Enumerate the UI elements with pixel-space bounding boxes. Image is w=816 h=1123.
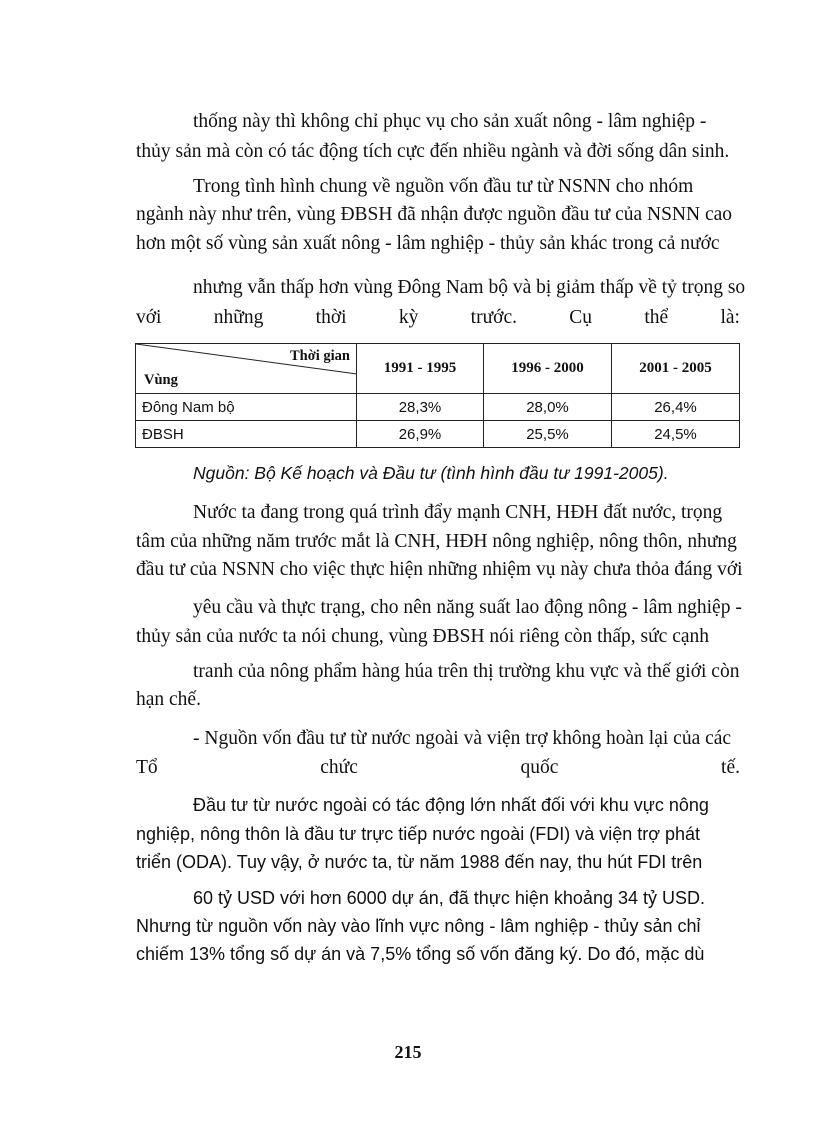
period-header: 1991 - 1995 (357, 344, 484, 394)
text-line: 60 tỷ USD với hơn 6000 dự án, đã thực hiện khoảng 34 tỷ USD. (193, 888, 705, 908)
text-line: tâm của những năm trước mắt là CNH, HĐH nông nghiệp, nông thôn, nhưng (136, 531, 737, 552)
table-header-row (136, 344, 740, 394)
value-cell: 26,4% (612, 394, 740, 421)
text-line: nghiệp, nông thôn là đầu tư trực tiếp nước ngoài (FDI) và viện trợ phát (136, 824, 701, 844)
value-cell: 25,5% (484, 421, 612, 448)
value-cell: 28,0% (484, 394, 612, 421)
text-line: ngành này như trên, vùng ĐBSH đã nhận được nguồn đầu tư của NSNN cao (136, 204, 733, 225)
text-line: yêu cầu và thực trạng, cho nên năng suất lao động nông - lâm nghiệp - (193, 597, 742, 618)
justified-line (136, 306, 740, 330)
text-line: tranh của nông phẩm hàng húa trên thị trường khu vực và thế giới còn (193, 661, 740, 682)
text-line: triển (ODA). Tuy vậy, ở nước ta, từ năm 1988 đến nay, thu hút FDI trên (136, 852, 703, 872)
word: thời (315, 307, 347, 328)
text-line: Đầu tư từ nước ngoài có tác động lớn nhất đối với khu vực nông (193, 795, 709, 815)
value-cell: 26,9% (357, 421, 484, 448)
region-cell: ĐBSH (136, 421, 357, 448)
table-row (136, 421, 740, 448)
region-cell: Đông Nam bộ (136, 394, 357, 421)
word: Tổ (136, 757, 158, 778)
word: chức (320, 757, 358, 778)
period-header: 2001 - 2005 (612, 344, 740, 394)
word: những (213, 307, 264, 328)
text-line: - Nguồn vốn đầu tư từ nước ngoài và viện trợ không hoàn lại của các (193, 728, 732, 749)
period-header: 1996 - 2000 (484, 344, 612, 394)
text-line: đầu tư của NSNN cho việc thực hiện những nhiệm vụ này chưa thỏa đáng với (136, 559, 743, 580)
word: với (136, 307, 162, 328)
justified-line (136, 756, 740, 780)
table-corner-cell (136, 344, 357, 394)
word: trước. (470, 307, 517, 328)
text-line: Nhưng từ nguồn vốn này vào lĩnh vực nông - lâm nghiệp - thủy sản chỉ (136, 916, 701, 936)
text-line: hơn một số vùng sản xuất nông - lâm nghiệp - thủy sản khác trong cả nước (136, 233, 720, 254)
text-line: thống này thì không chỉ phục vụ cho sản xuất nông - lâm nghiệp - (193, 111, 707, 132)
value-cell: 24,5% (612, 421, 740, 448)
value-cell: 28,3% (357, 394, 484, 421)
table-row (136, 394, 740, 421)
text-line: hạn chế. (136, 689, 201, 710)
page-number: 215 (394, 1042, 422, 1062)
text-line: Nước ta đang trong quá trình đẩy mạnh CNH, HĐH đất nước, trọng (193, 502, 723, 523)
text-line: thủy sản mà còn có tác động tích cực đến nhiều ngành và đời sống dân sinh. (136, 141, 730, 162)
text-line: chiếm 13% tổng số dự án và 7,5% tổng số vốn đăng ký. Do đó, mặc dù (136, 944, 705, 964)
word: thể (644, 307, 669, 328)
text-line: Trong tình hình chung về nguồn vốn đầu tư từ NSNN cho nhóm (193, 176, 694, 197)
text-line: nhưng vẫn thấp hơn vùng Đông Nam bộ và bị giảm thấp về tỷ trọng so (193, 277, 746, 298)
word: Cụ (569, 307, 593, 328)
word: là: (720, 307, 740, 328)
text-line: thủy sản của nước ta nói chung, vùng ĐBSH nói riêng còn thấp, sức cạnh (136, 626, 710, 647)
word: quốc (520, 757, 559, 778)
region-header: Vùng (144, 372, 178, 388)
word: tế. (721, 757, 740, 778)
time-header: Thời gian (289, 348, 350, 364)
investment-share-table (135, 343, 740, 448)
word: kỳ (398, 307, 419, 328)
table-source-note: Nguồn: Bộ Kế hoạch và Đầu tư (tình hình đầu tư 1991-2005). (193, 463, 669, 483)
